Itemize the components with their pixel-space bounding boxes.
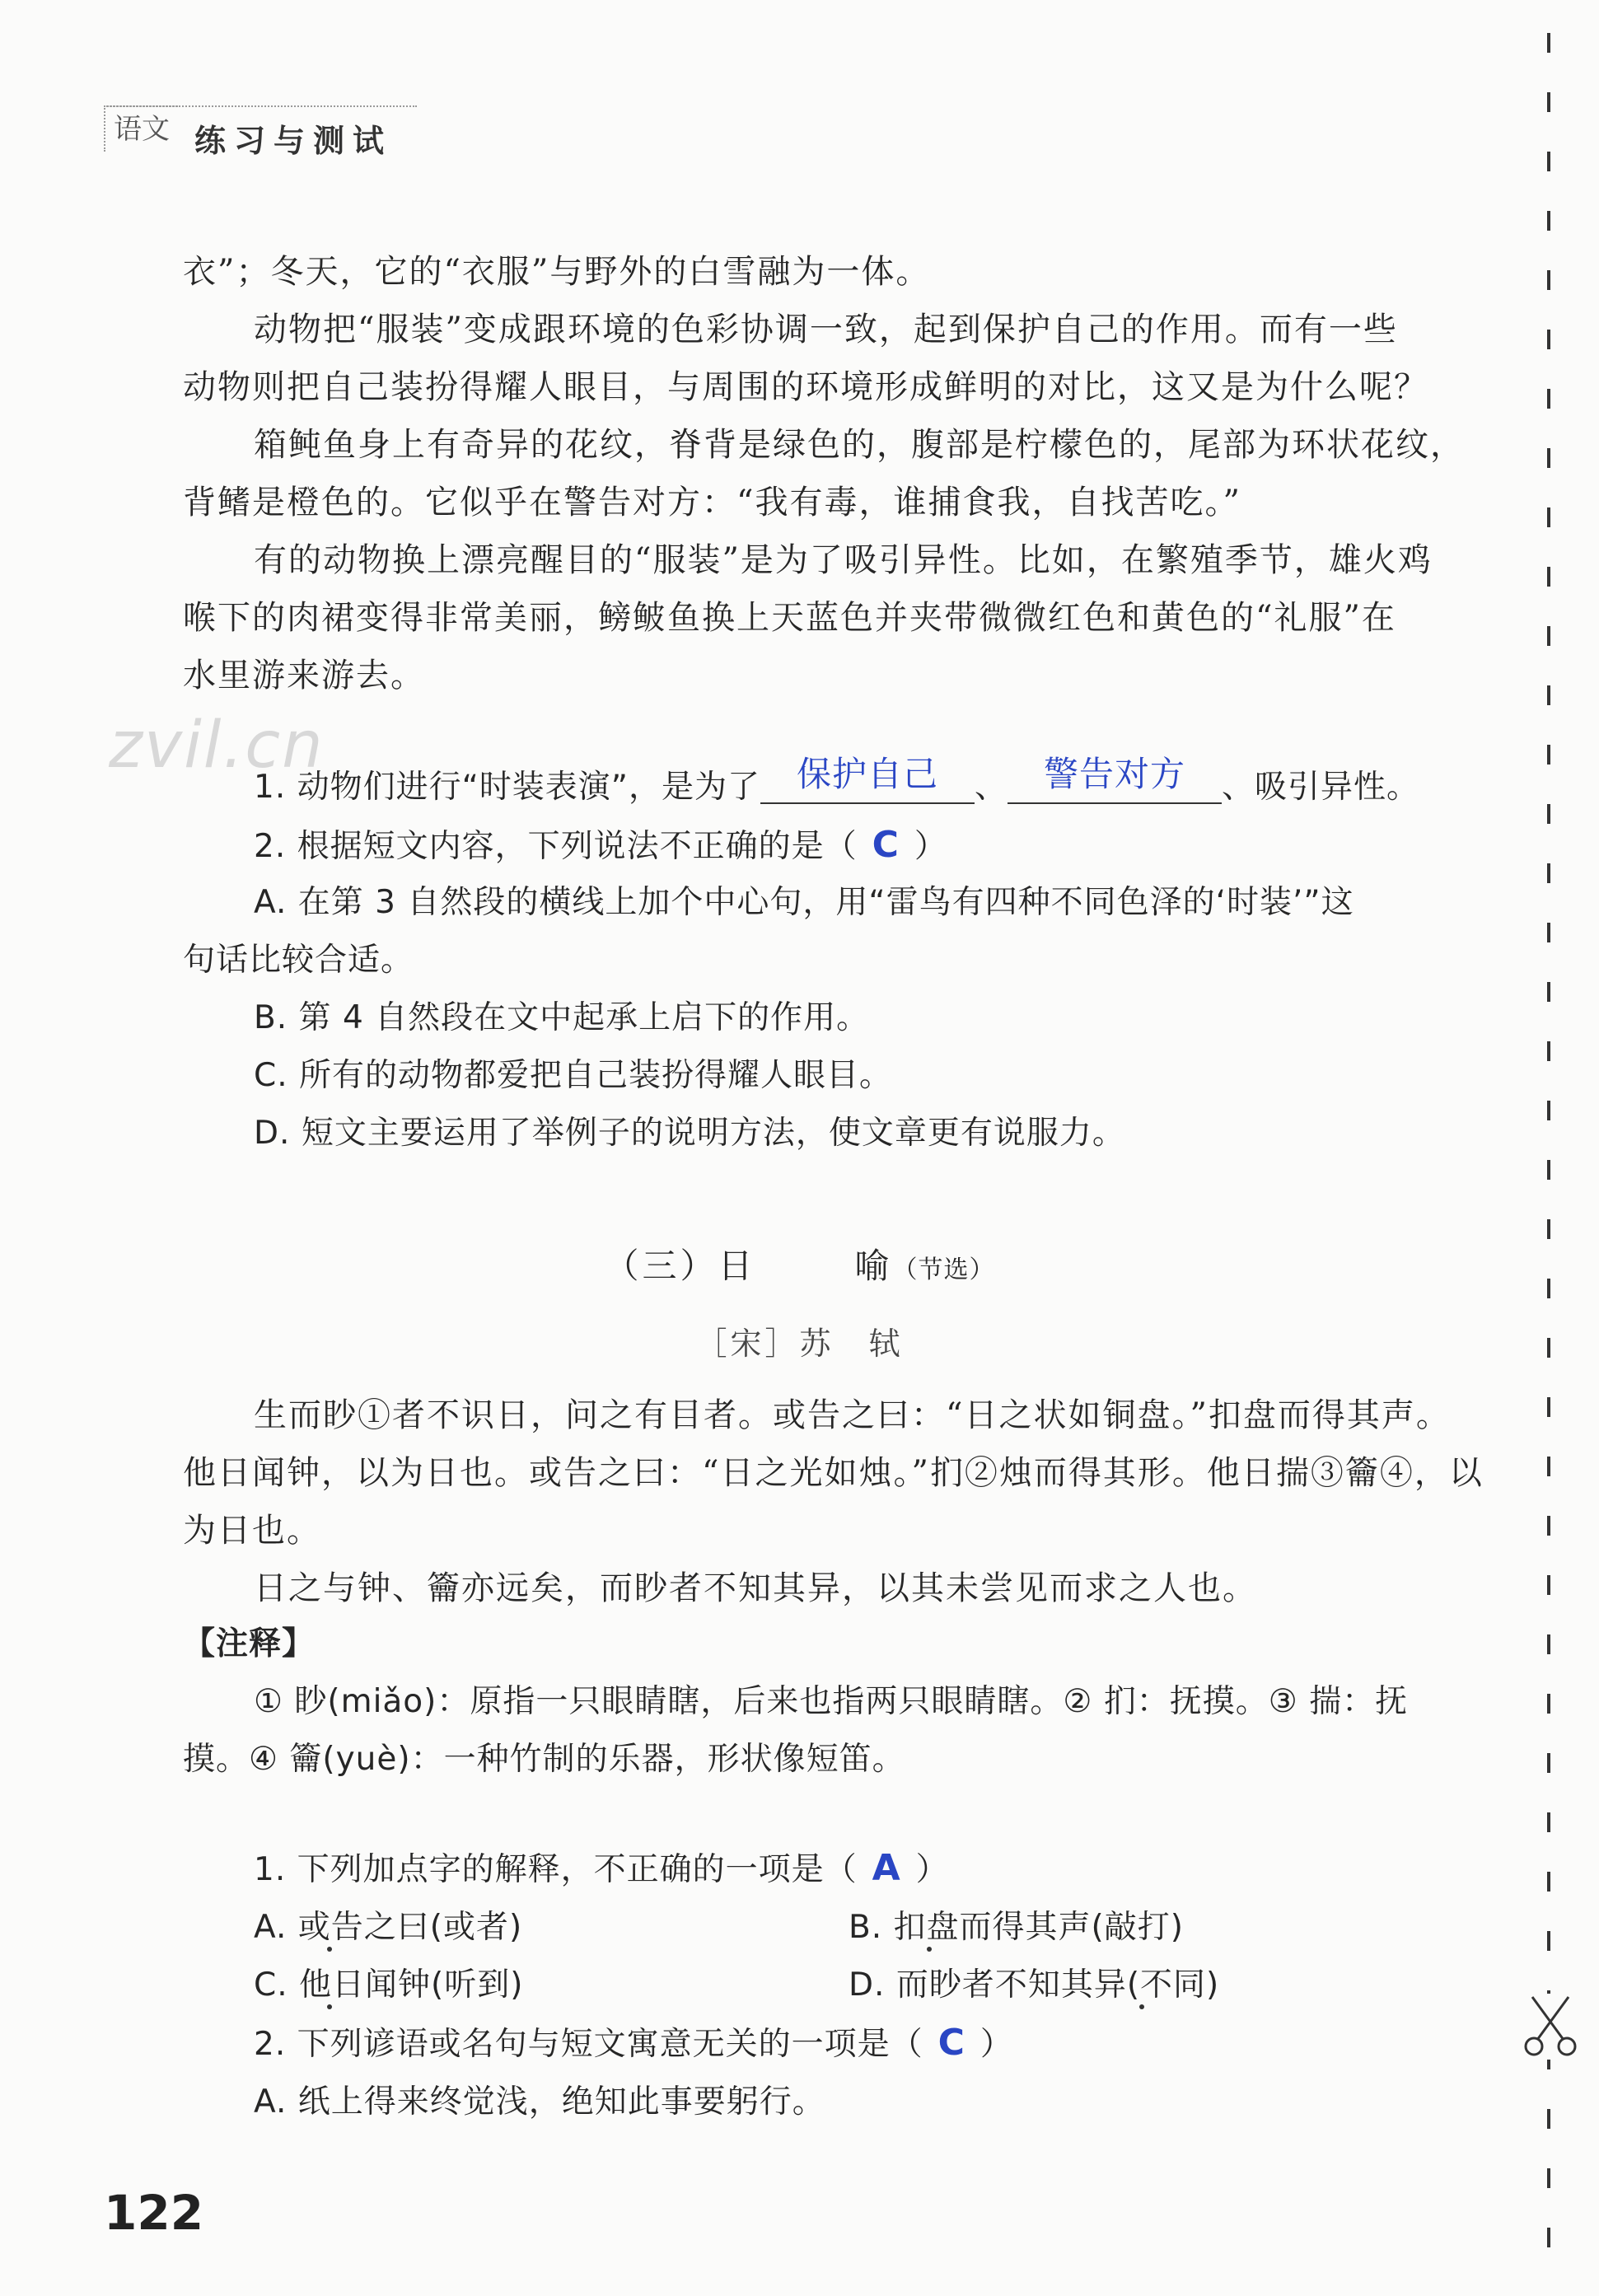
emphasis-dot — [313, 1944, 346, 1945]
option-d: D. 而眇者不知其异(不同) — [849, 1966, 1220, 2004]
notes-line: 摸。④ 籥(yuè)：一种竹制的乐器，形状像短笛。 — [183, 1741, 905, 1778]
passage-line: 衣”；冬天，它的“衣服”与野外的白雪融为一体。 — [183, 253, 931, 291]
classical-line: 生而眇①者不识日，问之有目者。或告之曰：“日之状如铜盘。”扣盘而得其声。 — [254, 1396, 1451, 1434]
question-text-end: ） — [915, 1851, 949, 1888]
passage-line: 有的动物换上漂亮醒目的“服装”是为了吸引异性。比如，在繁殖季节，雄火鸡 — [254, 541, 1433, 579]
page-number: 122 — [104, 2185, 204, 2241]
subject-label: 语文 — [104, 105, 178, 152]
question-text-end: ） — [980, 2026, 1013, 2063]
book-title: 练习与测试 — [194, 123, 393, 159]
question-text: 2. 下列谚语或名句与短文寓意无关的一项是（ — [254, 2026, 923, 2063]
handwritten-answer: C — [937, 2022, 965, 2064]
passage-line: 背鳍是橙色的。它似乎在警告对方：“我有毒，谁捕食我，自找苦吃。” — [183, 484, 1241, 521]
passage-line: 水里游来游去。 — [183, 657, 425, 694]
classical-line: 他日闻钟，以为日也。或告之曰：“日之光如烛。”扪②烛而得其形。他日揣③籥④，以 — [183, 1454, 1484, 1492]
question-text: 1. 动物们进行“时装表演”，是为了 — [254, 769, 761, 806]
question-3-2 — [254, 2023, 1506, 2065]
option-c: C. 所有的动物都爱把自己装扮得耀人眼目。 — [254, 1057, 893, 1094]
passage-line: 喉下的肉裙变得非常美丽，鳑鲏鱼换上天蓝色并夹带微微红色和黄色的“礼服”在 — [183, 599, 1396, 637]
handwritten-answer: A — [872, 1847, 901, 1889]
question-text-end: ） — [914, 828, 947, 865]
option-a-cont: 句话比较合适。 — [183, 942, 414, 979]
passage-line: 箱鲀鱼身上有奇异的花纹，脊背是绿色的，腹部是柠檬色的，尾部为环状花纹， — [254, 426, 1465, 464]
emphasis-dot — [1125, 2002, 1158, 2003]
option-d: D. 短文主要运用了举例子的说明方法，使文章更有说服力。 — [254, 1115, 1125, 1152]
question-2 — [254, 825, 1506, 867]
answer-blank-1[interactable] — [760, 754, 975, 804]
notes-label: 【注释】 — [183, 1625, 316, 1662]
passage-line: 动物则把自己装扮得耀人眼目，与周围的环境形成鲜明的对比，这又是为什么呢？ — [183, 368, 1428, 406]
notes-line: ① 眇(miǎo)：原指一只眼睛瞎，后来也指两只眼睛瞎。② 扪：抚摸。③ 揣：抚 — [254, 1683, 1409, 1720]
option-a: A. 纸上得来终觉浅，绝知此事要躬行。 — [254, 2083, 825, 2121]
section-title-a: （三）日 — [604, 1246, 756, 1286]
handwritten-answer: C — [872, 824, 900, 866]
watermark: zvil.cn — [109, 708, 325, 783]
emphasis-dot — [913, 1944, 946, 1945]
question-text: 1. 下列加点字的解释，不正确的一项是（ — [254, 1851, 858, 1888]
question-text-end: 、吸引异性。 — [1222, 769, 1420, 806]
question-text: 2. 根据短文内容，下列说法不正确的是（ — [254, 828, 858, 865]
option-a: A. 在第 3 自然段的横线上加个中心句，用“雷鸟有四种不同色泽的‘时装’”这 — [254, 884, 1354, 921]
emphasis-dot — [313, 2002, 346, 2003]
scissors-icon — [1521, 1994, 1580, 2060]
section-title — [0, 1239, 1599, 1288]
option-c: C. 他日闻钟(听到) — [254, 1966, 524, 2004]
section-title-b: 喻 — [854, 1246, 893, 1286]
cut-line — [1547, 33, 1550, 2274]
answer-blank-2[interactable] — [1008, 754, 1222, 804]
section-title-note: （节选） — [892, 1256, 995, 1284]
question-3-1 — [254, 1849, 1506, 1890]
option-a: A. 或告之曰(或者) — [254, 1909, 523, 1946]
classical-line: 为日也。 — [183, 1512, 321, 1550]
separator: 、 — [975, 769, 1008, 806]
handwritten-answer: 警告对方 — [1044, 754, 1186, 794]
option-b: B. 扣盘而得其声(敲打) — [849, 1909, 1184, 1946]
classical-line: 日之与钟、籥亦远矣，而眇者不知其异，以其未尝见而求之人也。 — [254, 1569, 1257, 1607]
question-1 — [254, 754, 1506, 807]
passage-line: 动物把“服装”变成跟环境的色彩协调一致，起到保护自己的作用。而有一些 — [254, 311, 1398, 348]
handwritten-answer: 保护自己 — [797, 754, 939, 794]
author: ［宋］苏 轼 — [695, 1326, 904, 1362]
option-b: B. 第 4 自然段在文中起承上启下的作用。 — [254, 999, 870, 1036]
